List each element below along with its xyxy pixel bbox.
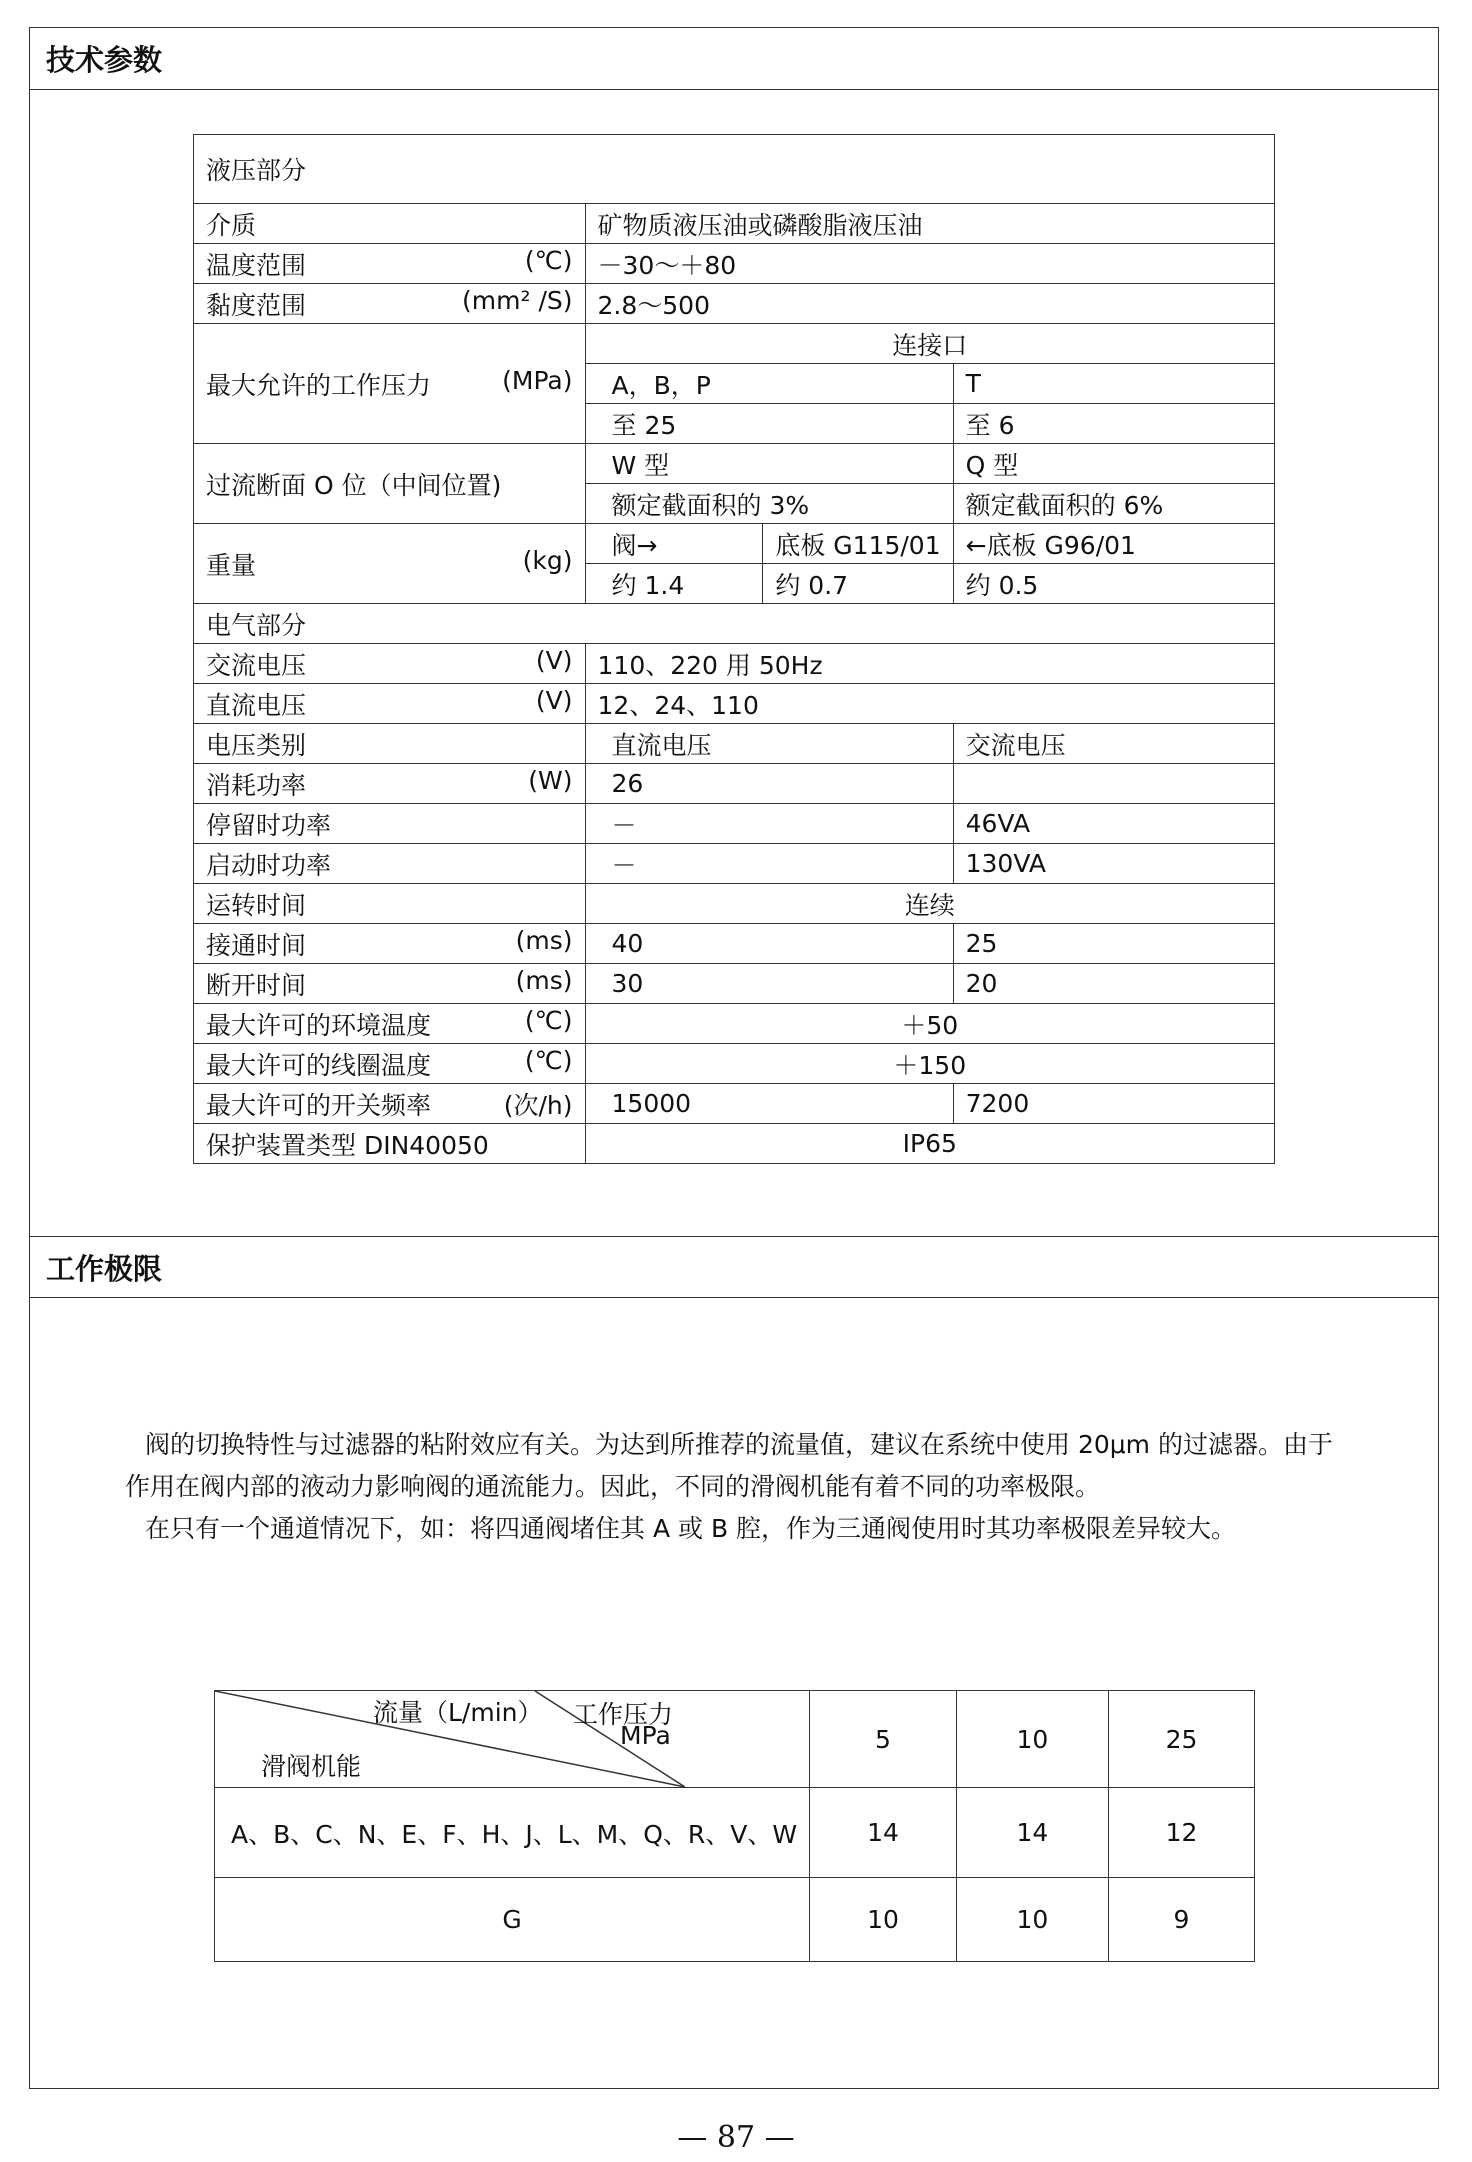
power-dc: 26	[585, 764, 953, 804]
spec-row	[194, 444, 1275, 484]
spec-row	[194, 324, 1275, 364]
weight-valve: 阀→	[585, 524, 763, 564]
start-dc: －	[585, 844, 953, 884]
q-type: Q 型	[953, 444, 1274, 484]
visc-label	[194, 284, 586, 324]
weight-valve-value: 约 1.4	[585, 564, 763, 604]
flow-25: 9	[1108, 1878, 1254, 1962]
w-value: 额定截面积的 3%	[585, 484, 953, 524]
hold-label: 停留时功率	[194, 804, 586, 844]
vtype-label: 电压类别	[194, 724, 586, 764]
vtype-ac: 交流电压	[953, 724, 1274, 764]
spec-row	[194, 764, 1275, 804]
unit-text: (℃)	[524, 1005, 573, 1035]
port-t: T	[953, 364, 1274, 404]
unit-text: (W)	[528, 765, 573, 795]
section-title-tech-params: 技术参数	[30, 28, 1438, 90]
off-dc: 30	[585, 964, 953, 1004]
w-type: W 型	[585, 444, 953, 484]
perf-header-row	[215, 1691, 1255, 1788]
temp-label	[194, 244, 586, 284]
paragraph-1: 阀的切换特性与过滤器的粘附效应有关。为达到所推荐的流量值，建议在系统中使用 20μm 的过滤器。由于作用在阀内部的液动力影响阀的通流能力。因此，不同的滑阀机能有着不同的功率极限。	[125, 1430, 1333, 1501]
table-row	[215, 1788, 1255, 1878]
pressure-25: 25	[1108, 1691, 1254, 1788]
spec-row	[194, 724, 1275, 764]
spec-row	[194, 644, 1275, 684]
run-label: 运转时间	[194, 884, 586, 924]
unit-text: (ms)	[515, 925, 573, 955]
dc-label	[194, 684, 586, 724]
label-text: 最大许可的线圈温度	[206, 1050, 432, 1080]
label-text: 最大许可的开关频率	[206, 1090, 432, 1120]
pressure-10: 10	[956, 1691, 1108, 1788]
spec-row	[194, 284, 1275, 324]
prot-label: 保护装置类型 DIN40050	[194, 1124, 586, 1164]
spec-row	[194, 964, 1275, 1004]
label-text: 直流电压	[206, 690, 307, 720]
spec-row	[194, 884, 1275, 924]
spec-row	[194, 844, 1275, 884]
spool-name: A、B、C、N、E、F、H、J、L、M、Q、R、V、W	[215, 1788, 810, 1878]
freq-dc: 15000	[585, 1084, 953, 1124]
start-ac: 130VA	[953, 844, 1274, 884]
visc-value: 2.8～500	[585, 284, 1274, 324]
spool-name: G	[215, 1878, 810, 1962]
flow-10: 14	[956, 1788, 1108, 1878]
spec-row	[194, 1044, 1275, 1084]
spec-row	[194, 1084, 1275, 1124]
unit-text: (MPa)	[502, 365, 573, 395]
amb-value: ＋50	[585, 1004, 1274, 1044]
page-number: — 87 —	[677, 2120, 795, 2155]
temp-value: －30～＋80	[585, 244, 1274, 284]
spec-row	[194, 1004, 1275, 1044]
medium-value: 矿物质液压油或磷酸脂液压油	[585, 204, 1274, 244]
unit-text: (℃)	[524, 245, 573, 275]
flow-25: 12	[1108, 1788, 1254, 1878]
weight-plate2-value: 约 0.5	[953, 564, 1274, 604]
vtype-dc: 直流电压	[585, 724, 953, 764]
on-label	[194, 924, 586, 964]
spec-row	[194, 684, 1275, 724]
on-ac: 25	[953, 924, 1274, 964]
ac-value: 110、220 用 50Hz	[585, 644, 1274, 684]
unit-text: (次/h)	[503, 1090, 573, 1120]
port-abp: A，B，P	[585, 364, 953, 404]
q-value: 额定截面积的 6%	[953, 484, 1274, 524]
mpa-label: MPa	[620, 1721, 671, 1750]
label-text: 消耗功率	[206, 770, 307, 800]
spec-row	[194, 1124, 1275, 1164]
spec-row	[194, 604, 1275, 644]
off-ac: 20	[953, 964, 1274, 1004]
paragraph-2: 在只有一个通道情况下，如：将四通阀堵住其 A 或 B 腔，作为三通阀使用时其功率极限差异较大。	[145, 1514, 1237, 1543]
on-dc: 40	[585, 924, 953, 964]
label-text: 交流电压	[206, 650, 307, 680]
spool-label: 滑阀机能	[261, 1752, 362, 1781]
run-value: 连续	[585, 884, 1274, 924]
flow-10: 10	[956, 1878, 1108, 1962]
perf-diag-cell	[215, 1691, 810, 1788]
flow-label: 过流断面 O 位（中间位置)	[194, 444, 586, 524]
unit-text: (ms)	[515, 965, 573, 995]
port-header: 连接口	[585, 324, 1274, 364]
weight-plate1-value: 约 0.7	[763, 564, 953, 604]
coil-value: ＋150	[585, 1044, 1274, 1084]
table-row	[215, 1878, 1255, 1962]
power-label	[194, 764, 586, 804]
hold-ac: 46VA	[953, 804, 1274, 844]
port-abp-value: 至 25	[585, 404, 953, 444]
spec-row	[194, 524, 1275, 564]
weight-plate1: 底板 G115/01	[763, 524, 953, 564]
label-text: 断开时间	[206, 970, 307, 1000]
spec-row	[194, 804, 1275, 844]
start-label: 启动时功率	[194, 844, 586, 884]
freq-ac: 7200	[953, 1084, 1274, 1124]
hydraulic-heading: 液压部分	[194, 135, 1275, 204]
unit-text: (mm² /S)	[462, 285, 573, 315]
spec-row-hydraulic	[194, 135, 1275, 204]
label-text: 重量	[206, 550, 257, 580]
weight-plate2: ←底板 G96/01	[953, 524, 1274, 564]
amb-label	[194, 1004, 586, 1044]
unit-text: (V)	[535, 685, 573, 715]
medium-label: 介质	[194, 204, 586, 244]
pmax-label	[194, 324, 586, 444]
pressure-label: 工作压力	[573, 1700, 674, 1729]
dc-value: 12、24、110	[585, 684, 1274, 724]
label-text: 温度范围	[206, 250, 307, 280]
label-text: 最大允许的工作压力	[206, 370, 432, 400]
label-text: 接通时间	[206, 930, 307, 960]
perf-table	[214, 1690, 1255, 1962]
flow-5: 14	[810, 1788, 957, 1878]
off-label	[194, 964, 586, 1004]
freq-label	[194, 1084, 586, 1124]
hold-dc: －	[585, 804, 953, 844]
spec-row	[194, 924, 1275, 964]
weight-label	[194, 524, 586, 604]
prot-value: IP65	[585, 1124, 1274, 1164]
section-title-work-limits: 工作极限	[30, 1236, 1438, 1298]
ac-label	[194, 644, 586, 684]
pressure-5: 5	[810, 1691, 957, 1788]
coil-label	[194, 1044, 586, 1084]
spec-row	[194, 244, 1275, 284]
spec-table	[193, 134, 1275, 1164]
unit-text: (℃)	[524, 1045, 573, 1075]
power-ac	[953, 764, 1274, 804]
port-t-value: 至 6	[953, 404, 1274, 444]
electric-heading: 电气部分	[194, 604, 1275, 644]
unit-text: (V)	[535, 645, 573, 675]
spec-row	[194, 204, 1275, 244]
label-text: 黏度范围	[206, 290, 307, 320]
unit-text: (kg)	[522, 545, 573, 575]
flow-5: 10	[810, 1878, 957, 1962]
label-text: 最大许可的环境温度	[206, 1010, 432, 1040]
flow-label: 流量（L/min）	[373, 1698, 543, 1727]
